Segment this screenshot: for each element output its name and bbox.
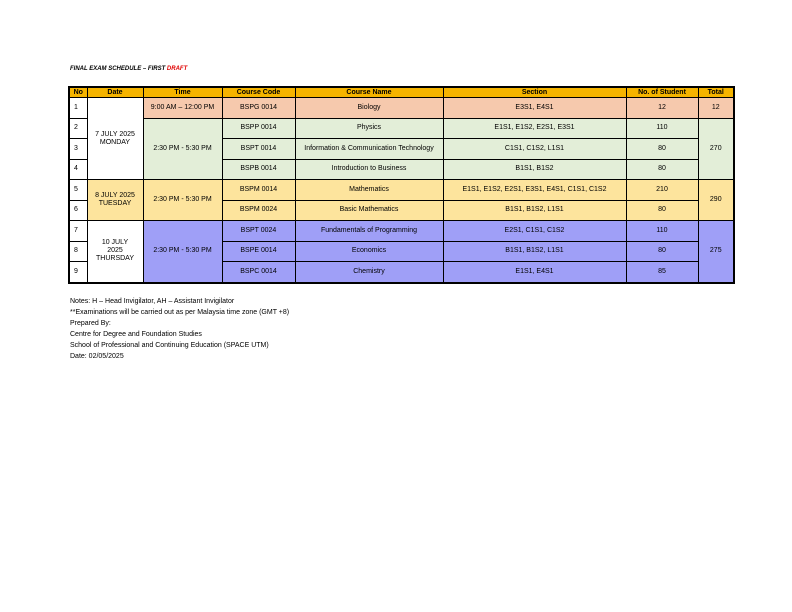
time-cell: 2:30 PM - 5:30 PM bbox=[143, 118, 222, 180]
header-no-of-student: No. of Student bbox=[626, 87, 698, 98]
course-code-cell: BSPE 0014 bbox=[222, 241, 295, 262]
total-cell: 12 bbox=[698, 98, 734, 119]
total-cell: 270 bbox=[698, 118, 734, 180]
row-number: 1 bbox=[69, 98, 87, 119]
course-name-cell: Biology bbox=[295, 98, 443, 119]
document-date: Date: 02/05/2025 bbox=[70, 353, 124, 360]
time-cell: 2:30 PM - 5:30 PM bbox=[143, 180, 222, 221]
table-row bbox=[69, 98, 734, 119]
date-cell: 8 JULY 2025 TUESDAY bbox=[87, 180, 143, 221]
student-count-cell: 80 bbox=[626, 200, 698, 221]
header-date: Date bbox=[87, 87, 143, 98]
row-number: 9 bbox=[69, 262, 87, 283]
row-number: 3 bbox=[69, 139, 87, 160]
title-draft-label: DRAFT bbox=[166, 66, 188, 72]
course-code-cell: BSPP 0014 bbox=[222, 118, 295, 139]
row-number: 8 bbox=[69, 241, 87, 262]
course-code-cell: BSPT 0024 bbox=[222, 221, 295, 242]
row-number: 7 bbox=[69, 221, 87, 242]
course-code-cell: BSPG 0014 bbox=[222, 98, 295, 119]
school-name: School of Professional and Continuing Education (SPACE UTM) bbox=[70, 342, 269, 349]
time-cell: 2:30 PM - 5:30 PM bbox=[143, 221, 222, 283]
course-name-cell: Fundamentals of Programming bbox=[295, 221, 443, 242]
table-row bbox=[69, 118, 734, 139]
course-code-cell: BSPM 0024 bbox=[222, 200, 295, 221]
section-cell: E1S1, E4S1 bbox=[443, 262, 626, 283]
prepared-by-label: Prepared By: bbox=[70, 320, 111, 327]
row-number: 2 bbox=[69, 118, 87, 139]
course-name-cell: Chemistry bbox=[295, 262, 443, 283]
section-cell: B1S1, B1S2 bbox=[443, 159, 626, 180]
title-main: FINAL EXAM SCHEDULE – FIRST bbox=[70, 66, 166, 72]
student-count-cell: 110 bbox=[626, 221, 698, 242]
student-count-cell: 110 bbox=[626, 118, 698, 139]
section-cell: E1S1, E1S2, E2S1, E3S1, E4S1, C1S1, C1S2 bbox=[443, 180, 626, 201]
header-time: Time bbox=[143, 87, 222, 98]
invigilator-note: Notes: H – Head Invigilator, AH – Assistant Invigilator bbox=[70, 298, 235, 305]
student-count-cell: 80 bbox=[626, 159, 698, 180]
header-course-name: Course Name bbox=[295, 87, 443, 98]
section-cell: E1S1, E1S2, E2S1, E3S1 bbox=[443, 118, 626, 139]
header-no: No bbox=[69, 87, 87, 98]
row-number: 5 bbox=[69, 180, 87, 201]
timezone-note: **Examinations will be carried out as per Malaysia time zone (GMT +8) bbox=[70, 309, 290, 316]
document-title bbox=[70, 66, 187, 72]
course-name-cell: Information & Communication Technology bbox=[295, 139, 443, 160]
exam-schedule-table bbox=[68, 86, 735, 284]
header-course-code: Course Code bbox=[222, 87, 295, 98]
student-count-cell: 80 bbox=[626, 241, 698, 262]
course-code-cell: BSPC 0014 bbox=[222, 262, 295, 283]
student-count-cell: 210 bbox=[626, 180, 698, 201]
course-name-cell: Introduction to Business bbox=[295, 159, 443, 180]
date-cell: 7 JULY 2025 MONDAY bbox=[87, 98, 143, 180]
course-code-cell: BSPB 0014 bbox=[222, 159, 295, 180]
section-cell: B1S1, B1S2, L1S1 bbox=[443, 200, 626, 221]
row-number: 4 bbox=[69, 159, 87, 180]
course-name-cell: Economics bbox=[295, 241, 443, 262]
total-cell: 275 bbox=[698, 221, 734, 283]
course-name-cell: Physics bbox=[295, 118, 443, 139]
section-cell: B1S1, B1S2, L1S1 bbox=[443, 241, 626, 262]
course-code-cell: BSPT 0014 bbox=[222, 139, 295, 160]
time-cell: 9:00 AM – 12:00 PM bbox=[143, 98, 222, 119]
table-row bbox=[69, 221, 734, 242]
section-cell: C1S1, C1S2, L1S1 bbox=[443, 139, 626, 160]
table-row bbox=[69, 180, 734, 201]
student-count-cell: 85 bbox=[626, 262, 698, 283]
header-section: Section bbox=[443, 87, 626, 98]
student-count-cell: 12 bbox=[626, 98, 698, 119]
course-name-cell: Basic Mathematics bbox=[295, 200, 443, 221]
date-cell: 10 JULY 2025 THURSDAY bbox=[87, 221, 143, 283]
student-count-cell: 80 bbox=[626, 139, 698, 160]
table-header-row bbox=[69, 87, 734, 98]
row-number: 6 bbox=[69, 200, 87, 221]
notes-block bbox=[70, 296, 289, 362]
course-code-cell: BSPM 0014 bbox=[222, 180, 295, 201]
section-cell: E2S1, C1S1, C1S2 bbox=[443, 221, 626, 242]
course-name-cell: Mathematics bbox=[295, 180, 443, 201]
total-cell: 290 bbox=[698, 180, 734, 221]
header-total: Total bbox=[698, 87, 734, 98]
section-cell: E3S1, E4S1 bbox=[443, 98, 626, 119]
centre-name: Centre for Degree and Foundation Studies bbox=[70, 331, 202, 338]
